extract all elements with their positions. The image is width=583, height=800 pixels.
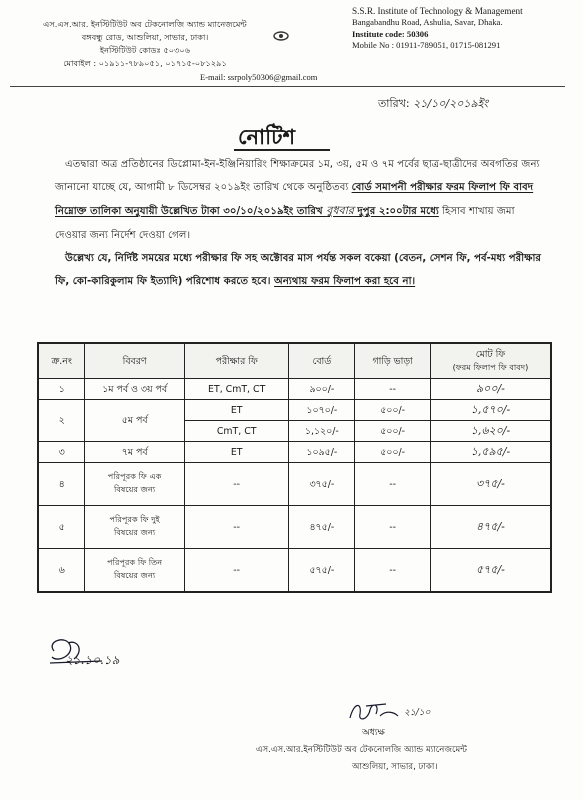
principal-title: অধ্যক্ষ	[362, 728, 385, 738]
notice-date	[378, 95, 488, 114]
cell-description: ৫ম পর্ব	[85, 400, 185, 442]
cell-description: ১ম পর্ব ও ৩য় পর্ব	[85, 379, 185, 400]
cell-description-line-2: বিষয়ের জন্য	[114, 570, 156, 580]
table-header-row	[38, 343, 551, 379]
p1-handwritten-day: বুধবার	[326, 204, 354, 218]
header-en-mobile: Mobile No : 01911-789051, 01715-081291	[352, 39, 501, 50]
cell-board: ১০৭০/-	[289, 400, 355, 421]
cell-serial: ৫	[38, 506, 85, 549]
notice-body	[55, 153, 541, 293]
cell-exam-fee: --	[184, 549, 289, 593]
cell-board: ৪৭৫/-	[289, 506, 355, 549]
header-total-label: মোট ফি	[475, 349, 506, 360]
cell-description	[85, 549, 185, 593]
cell-description-line-1: পরিপূরক ফি দুই	[109, 514, 160, 524]
header-divider	[10, 86, 565, 87]
table-row	[38, 442, 551, 463]
cell-total: ৯০০/-	[430, 379, 551, 400]
cell-exam-fee: ET	[184, 400, 289, 421]
p2-text-1: উল্লেখ্য যে, নির্দিষ্ট সময়ের মধ্যে পরীক্ষার ফি সহ অক্টোবর মাস পর্যন্ত সকল বকেয়া (বেতন, সেশন ফি, পর্ব-মধ্য পরীক্ষার ফি, কো-কারিকুলাম ফি ইত্যাদি) পরিশোধ করতে হবে।	[55, 252, 542, 288]
cell-total: ৪৭৫/-	[430, 506, 551, 549]
header-total	[430, 343, 551, 379]
p2-text-2: অন্যথায় ফরম ফিলাপ করা হবে না।	[274, 276, 416, 288]
cell-description-line-2: বিষয়ের জন্য	[114, 484, 156, 494]
cell-description-line-2: বিষয়ের জন্য	[114, 527, 156, 537]
table-row	[38, 463, 551, 506]
cell-board: ৫৭৫/-	[289, 549, 355, 593]
cell-exam-fee: --	[184, 506, 289, 549]
cell-total: ৩৭৫/-	[430, 463, 551, 506]
header-email: E-mail: ssrpoly50306@gmail.com	[200, 72, 318, 82]
header-serial: ক্র.নং	[38, 343, 85, 379]
header-bengali	[40, 18, 250, 70]
cell-transport: --	[355, 379, 431, 400]
p1-bold-2: দুপুর ২:০০টার মধ্যে	[353, 206, 439, 218]
header-english	[352, 6, 562, 51]
cell-description: ৭ম পর্ব	[85, 442, 185, 463]
cell-serial: ৪	[38, 463, 85, 506]
cell-serial: ২	[38, 400, 85, 442]
table-row	[38, 549, 551, 593]
header-bn-code: ইনস্টিটিউট কোডঃ ৫০৩০৬	[99, 45, 191, 55]
cell-description-line-1: পরিপূরক ফি এক	[107, 471, 162, 481]
cell-transport: ৫০০/-	[355, 421, 431, 442]
cell-transport: --	[355, 463, 431, 506]
cell-total: ১,৬২০/-	[430, 421, 551, 442]
cell-description	[85, 506, 185, 549]
header-board: বোর্ড	[289, 343, 355, 379]
cell-exam-fee: ET	[184, 442, 289, 463]
signature-address: আশুলিয়া, সাভার, ঢাকা।	[352, 762, 438, 772]
cell-total: ৫৭৫/-	[430, 549, 551, 593]
cell-serial: ৬	[38, 549, 85, 593]
cell-total: ১,৫৯৫/-	[430, 442, 551, 463]
left-signature-date: ২১.১০.১৯	[65, 653, 120, 667]
fee-table	[37, 342, 552, 593]
cell-description	[85, 463, 185, 506]
cell-description-line-1: পরিপূরক ফি তিন	[107, 557, 163, 567]
date-value: ২১/১০/২০১৯ইং	[413, 97, 489, 110]
cell-exam-fee: --	[184, 463, 289, 506]
header-en-code: Institute code: 50306	[352, 28, 429, 39]
date-label: তারিখ:	[378, 97, 410, 110]
p1-bold-1: বোর্ড সমাপনী পরীক্ষার ফরম ফিলাপ ফি বাবদ নিম্নোক্ত তালিকা অনুযায়ী উল্লেখিত টাকা ৩০/১০/২০১৯ইং তারিখ	[55, 182, 534, 218]
header-en-address: Bangabandhu Road, Ashulia, Savar, Dhaka.	[352, 17, 503, 28]
institute-logo-icon	[273, 31, 289, 41]
p1-text-2: হিসাব শাখায় জমা দেওয়ার জন্য নির্দেশ দেওয়া গেল।	[55, 206, 515, 241]
cell-total: ১,৫৭০/-	[430, 400, 551, 421]
cell-serial: ১	[38, 379, 85, 400]
table-row	[38, 379, 551, 400]
cell-serial: ৩	[38, 442, 85, 463]
header-en-name: S.S.R. Institute of Technology & Management	[352, 6, 523, 16]
cell-board: ১০৯৫/-	[289, 442, 355, 463]
cell-board: ৩৭৫/-	[289, 463, 355, 506]
cell-transport: --	[355, 506, 431, 549]
header-bn-address: বঙ্গবন্ধু রোড, আশুলিয়া, সাভার, ঢাকা।	[81, 32, 209, 42]
principal-signature-date: ২১/১০	[404, 708, 431, 718]
signature-institute: এস.এস.আর.ইনস্টিটিউট অব টেকনোলজি অ্যান্ড ম্যানেজমেন্ট	[256, 745, 468, 755]
header-description: বিবরণ	[85, 343, 185, 379]
cell-transport: ৫০০/-	[355, 400, 431, 421]
cell-board: ১,১২০/-	[289, 421, 355, 442]
cell-transport: ৫০০/-	[355, 442, 431, 463]
cell-transport: --	[355, 549, 431, 593]
header-transport: গাড়ি ভাড়া	[355, 343, 431, 379]
header-bn-name: এস.এস.আর. ইনস্টিটিউট অব টেকনোলজি অ্যান্ড ম্যানেজমেন্ট	[43, 19, 247, 29]
table-row	[38, 400, 551, 421]
title-underline	[234, 149, 330, 151]
p1-text-1: এতদ্বারা অত্র প্রতিষ্ঠানের ডিপ্লোমা-ইন-ইঞ্জিনিয়ারিং শিক্ষাক্রমের ১ম, ৩য়, ৫ম ও ৭ম পর্বের ছাত্র-ছাত্রীদের অবগতির জন্য জানানো যাচ্ছে যে, আগামী ৮ ডিসেম্বর ২০১৯ইং তারিখ থেকে অনুষ্ঠিতব্য	[55, 159, 540, 194]
header-total-sub: (ফরম ফিলাপ ফি বাবদ)	[452, 362, 529, 372]
table-row	[38, 506, 551, 549]
cell-exam-fee: ET, CmT, CT	[184, 379, 289, 400]
body-paragraph-2	[55, 247, 541, 293]
cell-exam-fee: CmT, CT	[184, 421, 289, 442]
notice-title-wrap	[238, 121, 295, 156]
cell-board: ৯০০/-	[289, 379, 355, 400]
header-bn-mobile: মোবাইল : ০১৯১১-৭৮৯০৫১, ০১৭১৫-০৮১২৯১	[63, 58, 227, 68]
body-paragraph-1	[55, 153, 541, 247]
notice-title: নোটিশ	[238, 124, 296, 149]
header-exam-fee: পরীক্ষার ফি	[184, 343, 289, 379]
